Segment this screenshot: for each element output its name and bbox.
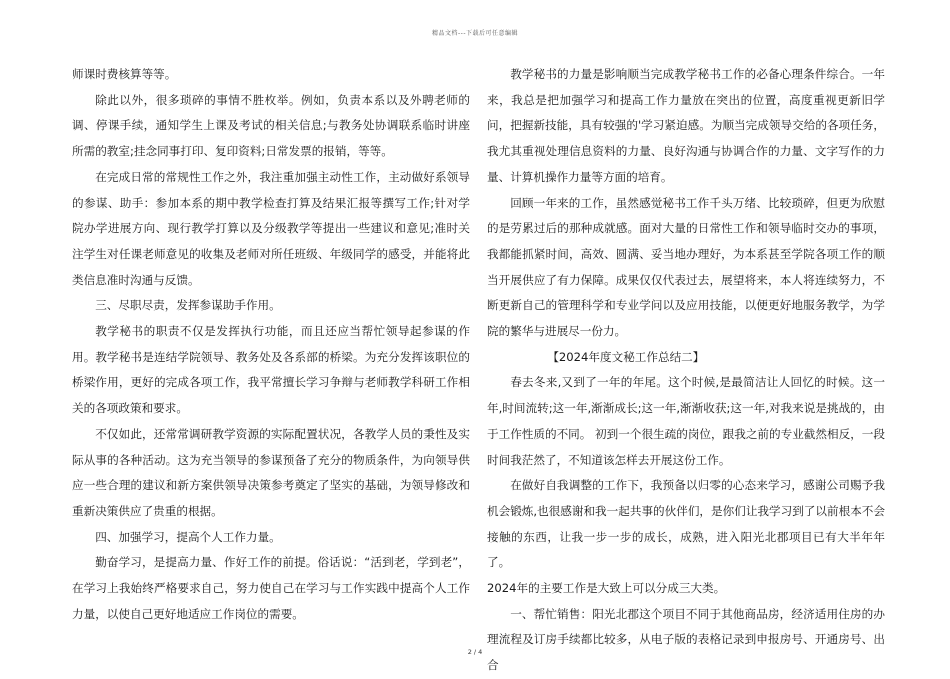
paragraph: 一、帮忙销售：阳光北郡这个项目不同于其他商品房，经济适用住房的办理流程及订房手续都比较多，从电子版的表格记录到申报房号、开通房号、出合 [487, 606, 885, 673]
paragraph: 勤奋学习，是提高力量、作好工作的前提。俗话说：“活到老，学到老”，在学习上我始终严格要求自己，努力使自己在学习与工作实践中提高个人工作力量，以使自己更好地适应工作岗位的需要。 [72, 555, 470, 621]
paragraph: 春去冬来,又到了一年的年尾。这个时候,是最简洁让人回忆的时候。这一年,时间流转;这一年,渐渐成长;这一年,渐渐收获;这一年,对我来说是挑战的，由于工作性质的不同。 初到一个很生疏的岗位，跟我之前的专业截然相反，一段时间我茫然了，不知道该怎样去开展这份工作。 [487, 375, 885, 467]
paragraph: 不仅如此，还常常调研教学资源的实际配置状况，各教学人员的秉性及实际从事的各种活动。这为充当领导的参谋预备了充分的物质条件，为向领导供应一些合理的建议和新方案供领导决策参考奠定了坚实的基础，为领导修改和重新决策供应了贵重的根据。 [72, 426, 470, 518]
paragraph: 回顾一年来的工作，虽然感觉秘书工作千头万绪、比较琐碎，但更为欣慰的是劳累过后的那种成就感。面对大量的日常性工作和领导临时交办的事项，我都能抓紧时间，高效、圆满、妥当地办理好，为本系甚至学院各项工作的顺当开展供应了有力保障。成果仅仅代表过去，展望将来，本人将连续努力，不断更新自己的管理科学和专业学问以及应用技能，以便更好地服务教学，为学院的繁华与进展尽一份力。 [487, 195, 885, 339]
paragraph-continuation: 师课时费核算等等。 [72, 67, 177, 81]
right-column [487, 62, 885, 679]
paragraph: 在做好自我调整的工作下，我预备以归零的心态来学习，感谢公司赐予我机会锻炼,也很感谢和我一起共事的伙伴们，是你们让我学习到了以前根本不会接触的东西，让我一步一步的成长，成熟，进入阳光北郡项目已有大半年年了。 [487, 478, 885, 570]
plain-line: 2024年的主要工作是大致上可以分成三大类。 [487, 581, 726, 596]
paragraph: 除此以外，很多琐碎的事情不胜枚举。例如，负责本系以及外聘老师的调、停课手续，通知学生上课及考试的相关信息;与教务处协调联系临时讲座所需的教室;挂念同事打印、复印资料;日常发票的报销，等等。 [72, 92, 470, 159]
paragraph: 教学秘书的职责不仅是发挥执行功能，而且还应当帮忙领导起参谋的作用。教学秘书是连结学院领导、教务处及各系部的桥梁。为充分发挥该职位的桥梁作用，更好的完成各项工作，我平常擅长学习争辩与老师教学科研工作相关的各项政策和要求。 [72, 324, 470, 416]
left-column [72, 62, 470, 627]
page-number: 2 / 4 [467, 648, 483, 656]
section-heading-4: 四、加强学习，提高个人工作力量。 [95, 529, 281, 544]
section-title: 【2024年度文秘工作总结二】 [547, 349, 705, 364]
page-header-note: 精品文档---下载后可任意编辑 [432, 30, 518, 37]
paragraph: 在完成日常的常规性工作之外，我注重加强主动性工作，主动做好系领导的参谋、助手：参加本系的期中教学检查打算及结果汇报等撰写工作;针对学院办学进展方向、现行教学打算以及分级教学等提出一些建议和意见;准时关注学生对任课老师意见的收集及老师对所任班级、年级同学的感受，并能将此类信息准时沟通与反馈。 [72, 169, 470, 287]
paragraph: 教学秘书的力量是影响顺当完成教学秘书工作的必备心理条件综合。一年来，我总是把加强学习和提高工作力量放在突出的位置，高度重视更新旧学问，把握新技能，具有较强的'学习紧迫感。为顺当完成领导交给的各项任务，我尤其重视处理信息资料的力量、良好沟通与协调合作的力量、文字写作的力量、计算机操作力量等方面的培育。 [487, 67, 885, 184]
section-heading-3: 三、尽职尽责，发挥参谋助手作用。 [95, 298, 281, 313]
